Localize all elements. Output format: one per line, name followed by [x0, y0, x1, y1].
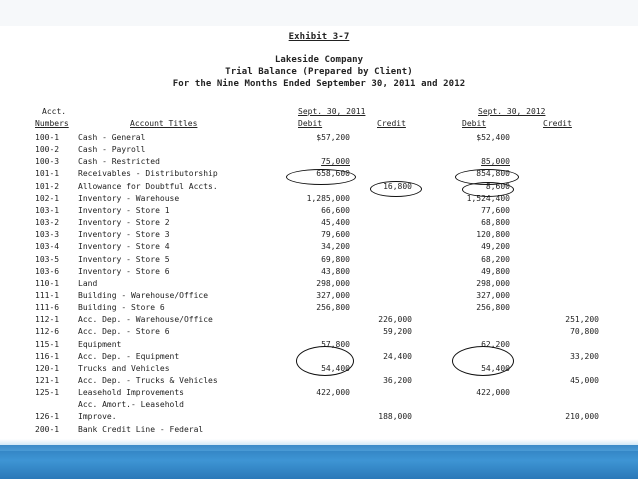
debit-2011: 54,400: [321, 363, 350, 373]
credit-2012: 251,200: [565, 315, 599, 325]
acct-number: 103-1: [35, 205, 60, 215]
annotation-circle: [370, 181, 422, 197]
acct-number: 103-3: [35, 230, 60, 240]
credit-2011: 226,000: [378, 315, 412, 325]
account-title: Leasehold Improvements: [78, 388, 184, 398]
debit-2012: 327,000: [476, 290, 510, 300]
acct-number: 121-1: [35, 376, 60, 385]
acct-number: 101-1: [35, 169, 60, 179]
credit-2012: 45,000: [570, 376, 599, 385]
company-name: Lakeside Company: [274, 55, 364, 65]
credit-2011: 24,400: [383, 351, 412, 361]
debit-2011: 75,000: [321, 157, 350, 167]
account-title: Cash - Restricted: [78, 157, 160, 167]
account-title: Inventory - Store 1: [78, 205, 170, 215]
debit-2012: 422,000: [476, 388, 510, 398]
account-title: Acc. Dep. - Equipment: [78, 351, 180, 361]
debit-2011: 327,000: [316, 290, 350, 300]
account-title: Building - Store 6: [78, 303, 165, 313]
debit-2012: 120,800: [476, 230, 510, 240]
acct-number: 112-6: [35, 327, 60, 337]
account-titles-header: Account Titles: [130, 119, 198, 128]
report-period: For the Nine Months Ended September 30, 2011 and 2012: [172, 79, 466, 89]
acct-number: 103-5: [35, 254, 60, 264]
annotation-circle: [462, 182, 514, 197]
debit-2012: 49,800: [481, 266, 510, 276]
account-title: Cash - Payroll: [78, 145, 146, 155]
debit-2012: 68,800: [481, 218, 510, 228]
account-title: Acc. Amort.- Leasehold: [78, 400, 184, 410]
debit-2011: 43,800: [321, 266, 350, 276]
debit-2011: 34,200: [321, 242, 350, 252]
acct-number: 102-1: [35, 193, 60, 203]
account-title: Inventory - Store 5: [78, 254, 170, 264]
account-title: Inventory - Store 3: [78, 230, 170, 240]
annotation-circle: [296, 346, 354, 376]
debit-2011: 57,800: [321, 339, 350, 349]
debit-2011: 298,000: [316, 278, 350, 288]
credit-2011: 16,800: [383, 181, 412, 191]
debit-2012: 8,600: [485, 181, 510, 191]
debit-2011: 45,400: [321, 218, 350, 228]
debit-2012: 77,600: [481, 205, 510, 215]
acct-number: 126-1: [35, 412, 60, 422]
account-title: Trucks and Vehicles: [78, 363, 170, 373]
debit-2012: 298,000: [476, 278, 510, 288]
acct-number: 111-6: [35, 303, 60, 313]
account-title: Receivables - Distributorship: [78, 169, 218, 179]
debit-2011-header: Debit: [298, 119, 323, 128]
debit-2011: 422,000: [316, 388, 350, 398]
debit-2012: 854,800: [476, 169, 510, 179]
exhibit-label: Exhibit 3-7: [288, 32, 350, 42]
acct-number: 103-4: [35, 242, 60, 252]
account-title: Acc. Dep. - Store 6: [78, 327, 170, 337]
debit-2012: 68,200: [481, 254, 510, 264]
period-2012-header: Sept. 30, 2012: [478, 107, 546, 116]
account-title: Acc. Dep. - Trucks & Vehicles: [78, 376, 218, 385]
acct-numbers-header: Numbers: [35, 119, 69, 128]
acct-number: 115-1: [35, 339, 60, 349]
debit-2012: 1,524,400: [466, 193, 510, 203]
debit-2011: 79,600: [321, 230, 350, 240]
acct-number: 100-1: [35, 133, 60, 142]
debit-2012: 85,000: [481, 157, 510, 167]
debit-2011: 256,800: [316, 303, 350, 313]
credit-2011-header: Credit: [377, 119, 406, 128]
account-title: Inventory - Store 2: [78, 218, 170, 228]
footer-band: [0, 445, 638, 479]
debit-2012: 256,800: [476, 303, 510, 313]
debit-2012-header: Debit: [462, 119, 487, 128]
debit-2011: 1,285,000: [306, 193, 350, 203]
credit-2011: 59,200: [383, 327, 412, 337]
acct-header-top: Acct.: [42, 107, 67, 116]
account-title: Equipment: [78, 339, 122, 349]
account-title: Allowance for Doubtful Accts.: [78, 181, 218, 191]
acct-number: 100-3: [35, 157, 60, 167]
credit-2011: 36,200: [383, 376, 412, 385]
top-band: [0, 0, 638, 26]
acct-number: 116-1: [35, 351, 60, 361]
account-title: Acc. Dep. - Warehouse/Office: [78, 315, 213, 325]
credit-2012: 210,000: [565, 412, 599, 422]
account-title: Inventory - Warehouse: [78, 193, 180, 203]
annotation-circle: [286, 169, 356, 185]
debit-2012: 49,200: [481, 242, 510, 252]
acct-number: 103-6: [35, 266, 60, 276]
credit-2011: 188,000: [378, 412, 412, 422]
annotation-circle: [452, 346, 514, 376]
debit-2011: 658,600: [316, 169, 350, 179]
report-title: Trial Balance (Prepared by Client): [225, 67, 413, 77]
credit-2012: 33,200: [570, 351, 599, 361]
debit-2011: 66,600: [321, 205, 350, 215]
account-title: Bank Credit Line - Federal: [78, 424, 204, 434]
debit-2012: $52,400: [476, 133, 510, 142]
acct-number: 103-2: [35, 218, 60, 228]
acct-number: 101-2: [35, 181, 60, 191]
period-2011-header: Sept. 30, 2011: [298, 107, 366, 116]
debit-2012: 62,200: [481, 339, 510, 349]
acct-number: 111-1: [35, 290, 60, 300]
account-title: Cash - General: [78, 133, 146, 142]
credit-2012-header: Credit: [543, 119, 572, 128]
debit-2012: 54,400: [481, 363, 510, 373]
account-title: Building - Warehouse/Office: [78, 290, 209, 300]
debit-2011: 69,800: [321, 254, 350, 264]
acct-number: 110-1: [35, 278, 60, 288]
account-title: Inventory - Store 6: [78, 266, 170, 276]
account-title: Inventory - Store 4: [78, 242, 170, 252]
acct-number: 112-1: [35, 315, 60, 325]
account-title: Land: [78, 278, 98, 288]
acct-number: 125-1: [35, 388, 60, 398]
credit-2012: 70,800: [570, 327, 599, 337]
account-title: Improve.: [78, 412, 117, 422]
acct-number: 100-2: [35, 145, 60, 155]
debit-2011: $57,200: [316, 133, 350, 142]
acct-number: 120-1: [35, 363, 60, 373]
acct-number: 200-1: [35, 424, 60, 434]
